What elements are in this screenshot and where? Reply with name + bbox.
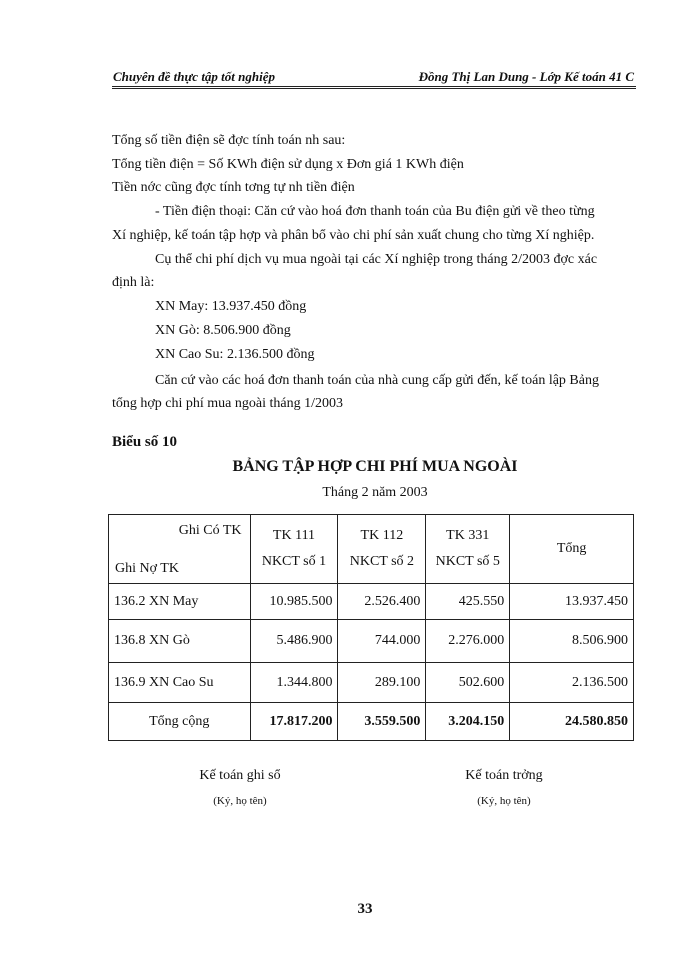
table-subtitle: Tháng 2 năm 2003 (322, 485, 428, 500)
signature-bookkeeper-title: Kế toán ghi sổ (199, 768, 281, 783)
cell-tk111: 10.985.500 (250, 584, 338, 620)
corner-top-label: Ghi Có TK (178, 523, 242, 538)
signature-chief-accountant-note: (Ký, họ tên) (477, 795, 531, 807)
cell-tk331: 2.276.000 (426, 620, 510, 663)
header-total: Tổng (510, 515, 634, 584)
signature-bookkeeper-note: (Ký, họ tên) (213, 795, 267, 807)
header-tk112-line1: TK 112 (360, 528, 404, 543)
header-tk112-line2: NKCT số 2 (349, 554, 415, 569)
sum-tk112: 3.559.500 (338, 703, 426, 741)
body-line-6: Cụ thể chi phí dịch vụ mua ngoài tại các Xí nghiệp trong tháng 2/2003 đợc xác (155, 252, 598, 267)
header-tk331-line2: NKCT số 5 (435, 554, 500, 569)
body-line-7: định là: (112, 275, 155, 290)
table-header-row (109, 515, 634, 584)
sum-tk331: 3.204.150 (426, 703, 510, 741)
cell-total: 13.937.450 (510, 584, 634, 620)
cell-tk112: 289.100 (338, 663, 426, 703)
table-row (109, 620, 634, 663)
cell-total: 2.136.500 (510, 663, 634, 703)
body-line-5: Xí nghiệp, kế toán tập hợp và phân bổ vào chi phí sản xuất chung cho từng Xí nghiệp. (112, 228, 595, 243)
body-line-10: XN Cao Su: 2.136.500 đồng (155, 347, 315, 362)
header-tk331 (426, 515, 510, 584)
page-number: 33 (357, 901, 373, 917)
row-label: 136.2 XN May (109, 584, 251, 620)
header-right: Đồng Thị Lan Dung - Lớp Kế toán 41 C (418, 69, 634, 84)
header-tk331-line1: TK 331 (446, 528, 490, 543)
body-line-9: XN Gò: 8.506.900 đồng (155, 323, 291, 338)
header-left: Chuyên đề thực tập tốt nghiệp (113, 69, 275, 84)
table-sum-row (109, 703, 634, 741)
sum-label: Tổng cộng (109, 703, 251, 741)
table-title: BẢNG TẬP HỢP CHI PHÍ MUA NGOÀI (232, 458, 518, 475)
body-line-12: tổng hợp chi phí mua ngoài tháng 1/2003 (112, 396, 343, 411)
header-tk111-line2: NKCT số 1 (261, 554, 327, 569)
cell-tk111: 5.486.900 (250, 620, 338, 663)
body-line-11: Căn cứ vào các hoá đơn thanh toán của nhà cung cấp gửi đến, kế toán lập Bảng (155, 373, 599, 388)
table-row (109, 663, 634, 703)
sum-tk111: 17.817.200 (250, 703, 338, 741)
cell-tk331: 425.550 (426, 584, 510, 620)
body-line-3: Tiền nớc cũng đợc tính tơng tự nh tiền điện (112, 180, 355, 195)
body-line-8: XN May: 13.937.450 đồng (155, 299, 307, 314)
cell-tk112: 744.000 (338, 620, 426, 663)
sum-total: 24.580.850 (510, 703, 634, 741)
header-tk111-line1: TK 111 (272, 528, 316, 543)
table-row (109, 584, 634, 620)
signature-chief-accountant-title: Kế toán trởng (465, 768, 543, 783)
cell-tk112: 2.526.400 (338, 584, 426, 620)
cell-tk331: 502.600 (426, 663, 510, 703)
body-line-1: Tổng số tiền điện sẽ đợc tính toán nh sau: (112, 133, 346, 148)
header-rule (112, 86, 636, 89)
expense-table (108, 514, 634, 741)
cell-tk111: 1.344.800 (250, 663, 338, 703)
corner-bottom-label: Ghi Nợ TK (115, 561, 179, 576)
header-tk111 (250, 515, 338, 584)
row-label: 136.9 XN Cao Su (109, 663, 251, 703)
form-label: Biểu số 10 (112, 434, 178, 450)
header-tk112 (338, 515, 426, 584)
corner-cell (109, 515, 251, 584)
cell-total: 8.506.900 (510, 620, 634, 663)
body-line-4: - Tiền điện thoại: Căn cứ vào hoá đơn thanh toán của Bu điện gửi về theo từng (155, 204, 595, 219)
body-line-2: Tổng tiền điện = Số KWh điện sử dụng x Đơn giá 1 KWh điện (112, 157, 464, 172)
row-label: 136.8 XN Gò (109, 620, 251, 663)
